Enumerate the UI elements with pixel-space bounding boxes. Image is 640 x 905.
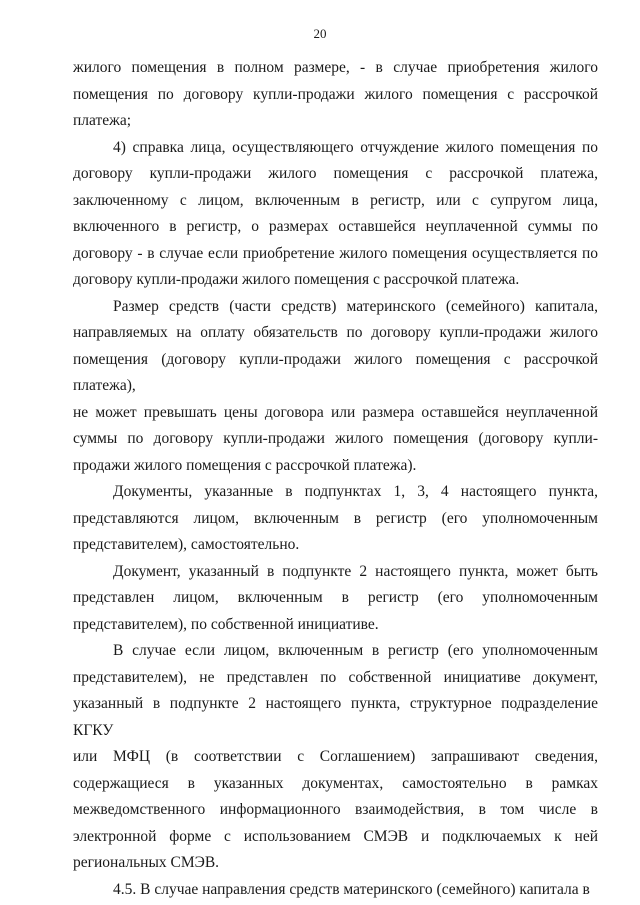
text-line: жилого помещения в полном размере, - в случае приобретения жилого (73, 59, 598, 76)
document-body (73, 55, 598, 903)
text-line: помещения (договору купли-продажи жилого помещения с рассрочкой платежа), (73, 350, 598, 394)
text-line: включенного в регистр, о размерах оставшейся неуплаченной суммы по (73, 218, 598, 235)
text-line: Размер средств (части средств) материнского (семейного) капитала, (113, 297, 598, 315)
text-line: договору купли-продажи жилого помещения с рассрочкой платежа, (73, 165, 598, 182)
text-line: направляемых на оплату обязательств по договору купли-продажи жилого (73, 324, 598, 341)
paragraph-p1 (73, 55, 598, 135)
paragraph-p4 (73, 479, 598, 559)
paragraph-p5 (73, 559, 598, 639)
text-line: региональных СМЭВ. (73, 854, 220, 871)
text-line: Документ, указанный в подпункте 2 настоящего пункта, может быть (113, 562, 598, 580)
text-line: В случае если лицом, включенным в регистр (его уполномоченным (113, 642, 598, 659)
text-line: представлен лицом, включенным в регистр (его уполномоченным (73, 589, 598, 606)
paragraph-p2 (73, 135, 598, 294)
text-line: суммы по договору купли-продажи жилого помещения (договору купли- (73, 430, 598, 447)
text-line: указанный в подпункте 2 настоящего пункта, структурное подразделение КГКУ (73, 695, 598, 739)
text-line: 4) справка лица, осуществляющего отчуждение жилого помещения по (113, 138, 598, 156)
text-line: заключенному с лицом, включенным в регистр, или с супругом лица, (73, 191, 598, 209)
text-line: продажи жилого помещения с рассрочкой платежа). (73, 456, 417, 474)
text-line: представляются лицом, включенным в регистр (его уполномоченным (73, 509, 598, 527)
text-line: помещения по договору купли-продажи жилого помещения с рассрочкой (73, 85, 598, 103)
text-line: электронной форме с использованием СМЭВ и подключаемых к ней (73, 827, 598, 845)
text-line: не может превышать цены договора или размера оставшейся неуплаченной (73, 403, 598, 421)
page-number: 20 (313, 26, 327, 41)
text-line: содержащиеся в указанных документах, самостоятельно в рамках (73, 774, 598, 792)
text-line: платежа; (73, 112, 132, 129)
text-line: представителем), по собственной инициативе. (73, 615, 379, 633)
text-line: или МФЦ (в соответствии с Соглашением) запрашивают сведения, (73, 748, 598, 765)
paragraph-p7 (73, 877, 598, 904)
text-line: представителем), самостоятельно. (73, 536, 300, 553)
text-line: межведомственного информационного взаимодействия, в том числе в (73, 801, 598, 818)
text-line: представителем), не представлен по собственной инициативе документ, (73, 668, 598, 686)
paragraph-p3 (73, 294, 598, 480)
text-line: договору купли-продажи жилого помещения с рассрочкой платежа. (73, 271, 520, 288)
text-line: Документы, указанные в подпунктах 1, 3, 4 настоящего пункта, (113, 483, 598, 500)
text-line: договору - в случае если приобретение жилого помещения осуществляется по (73, 244, 598, 262)
text-line: 4.5. В случае направления средств материнского (семейного) капитала в (113, 880, 590, 898)
paragraph-p6 (73, 638, 598, 877)
